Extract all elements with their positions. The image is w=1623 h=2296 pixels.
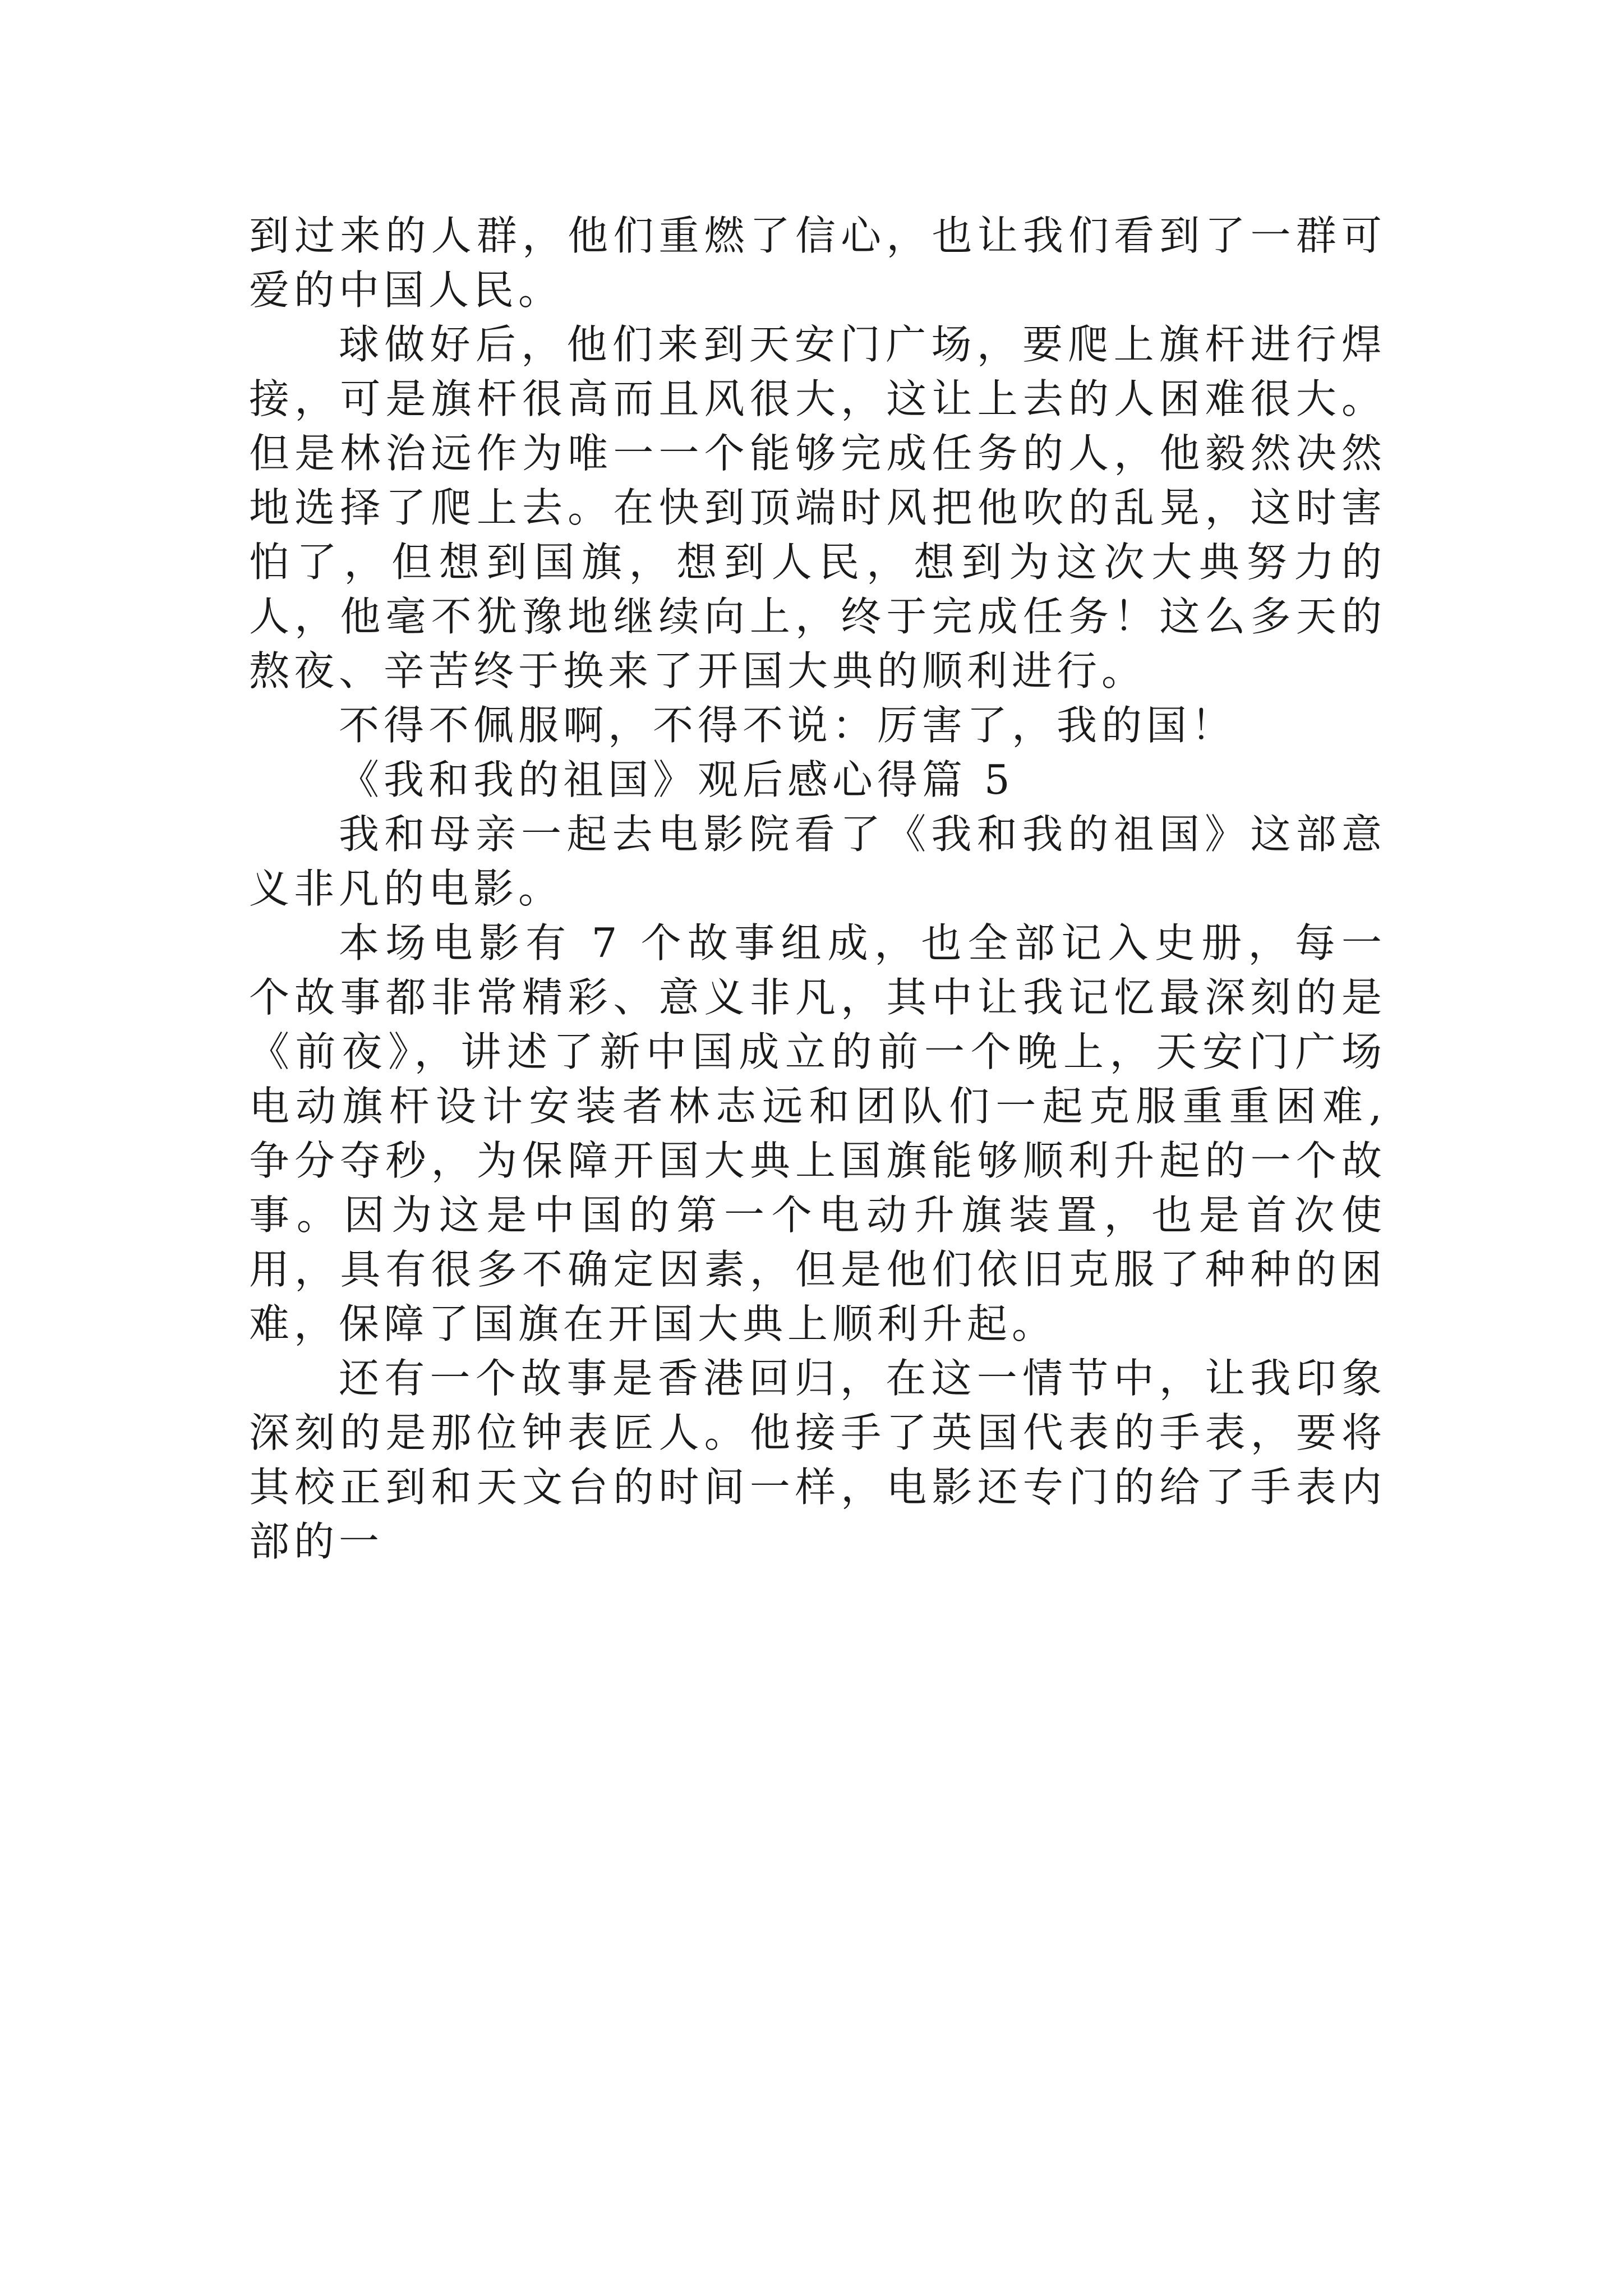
paragraph-cinema-visit: 我和母亲一起去电影院看了《我和我的祖国》这部意义非凡的电影。 (249, 811, 1386, 912)
paragraph-hong-kong-return: 还有一个故事是香港回归，在这一情节中，让我印象深刻的是那位钟表匠人。他接手了英国代表的手表，要将其校正到和天文台的时间一样，电影还专门的给了手表内部的一 (249, 1355, 1386, 1565)
paragraph-continuation: 到过来的人群，他们重燃了信心，也让我们看到了一群可爱的中国人民。 (249, 212, 1386, 314)
paragraph-flagpole-welding: 球做好后，他们来到天安门广场，要爬上旗杆进行焊接，可是旗杆很高而且风很大，这让上去的人困难很大。但是林治远作为唯一一个能够完成任务的人，他毅然决然地选择了爬上去。在快到顶端时风把他吹的乱晃，这时害怕了，但想到国旗，想到人民，想到为这次大典努力的人，他毫不犹豫地继续向上，终于完成任务！这么多天的熬夜、辛苦终于换来了开国大典的顺利进行。 (249, 321, 1386, 694)
paragraph-exclamation: 不得不佩服啊，不得不说：厉害了，我的国！ (339, 702, 1237, 749)
document-body (249, 209, 1386, 1569)
paragraph-seven-stories: 本场电影有 7 个故事组成，也全部记入史册，每一个故事都非常精彩、意义非凡，其中让我记忆最深刻的是《前夜》，讲述了新中国成立的前一个晚上，天安门广场电动旗杆设计安装者林志远和团队们一起克服重重困难,争分夺秒，为保障开国大典上国旗能够顺利升起的一个故事。因为这是中国的第一个电动升旗装置，也是首次使用，具有很多不确定因素，但是他们依旧克服了种种的困难，保障了国旗在开国大典上顺利升起。 (249, 919, 1386, 1347)
section-heading: 《我和我的祖国》观后感心得篇 5 (339, 756, 1015, 803)
